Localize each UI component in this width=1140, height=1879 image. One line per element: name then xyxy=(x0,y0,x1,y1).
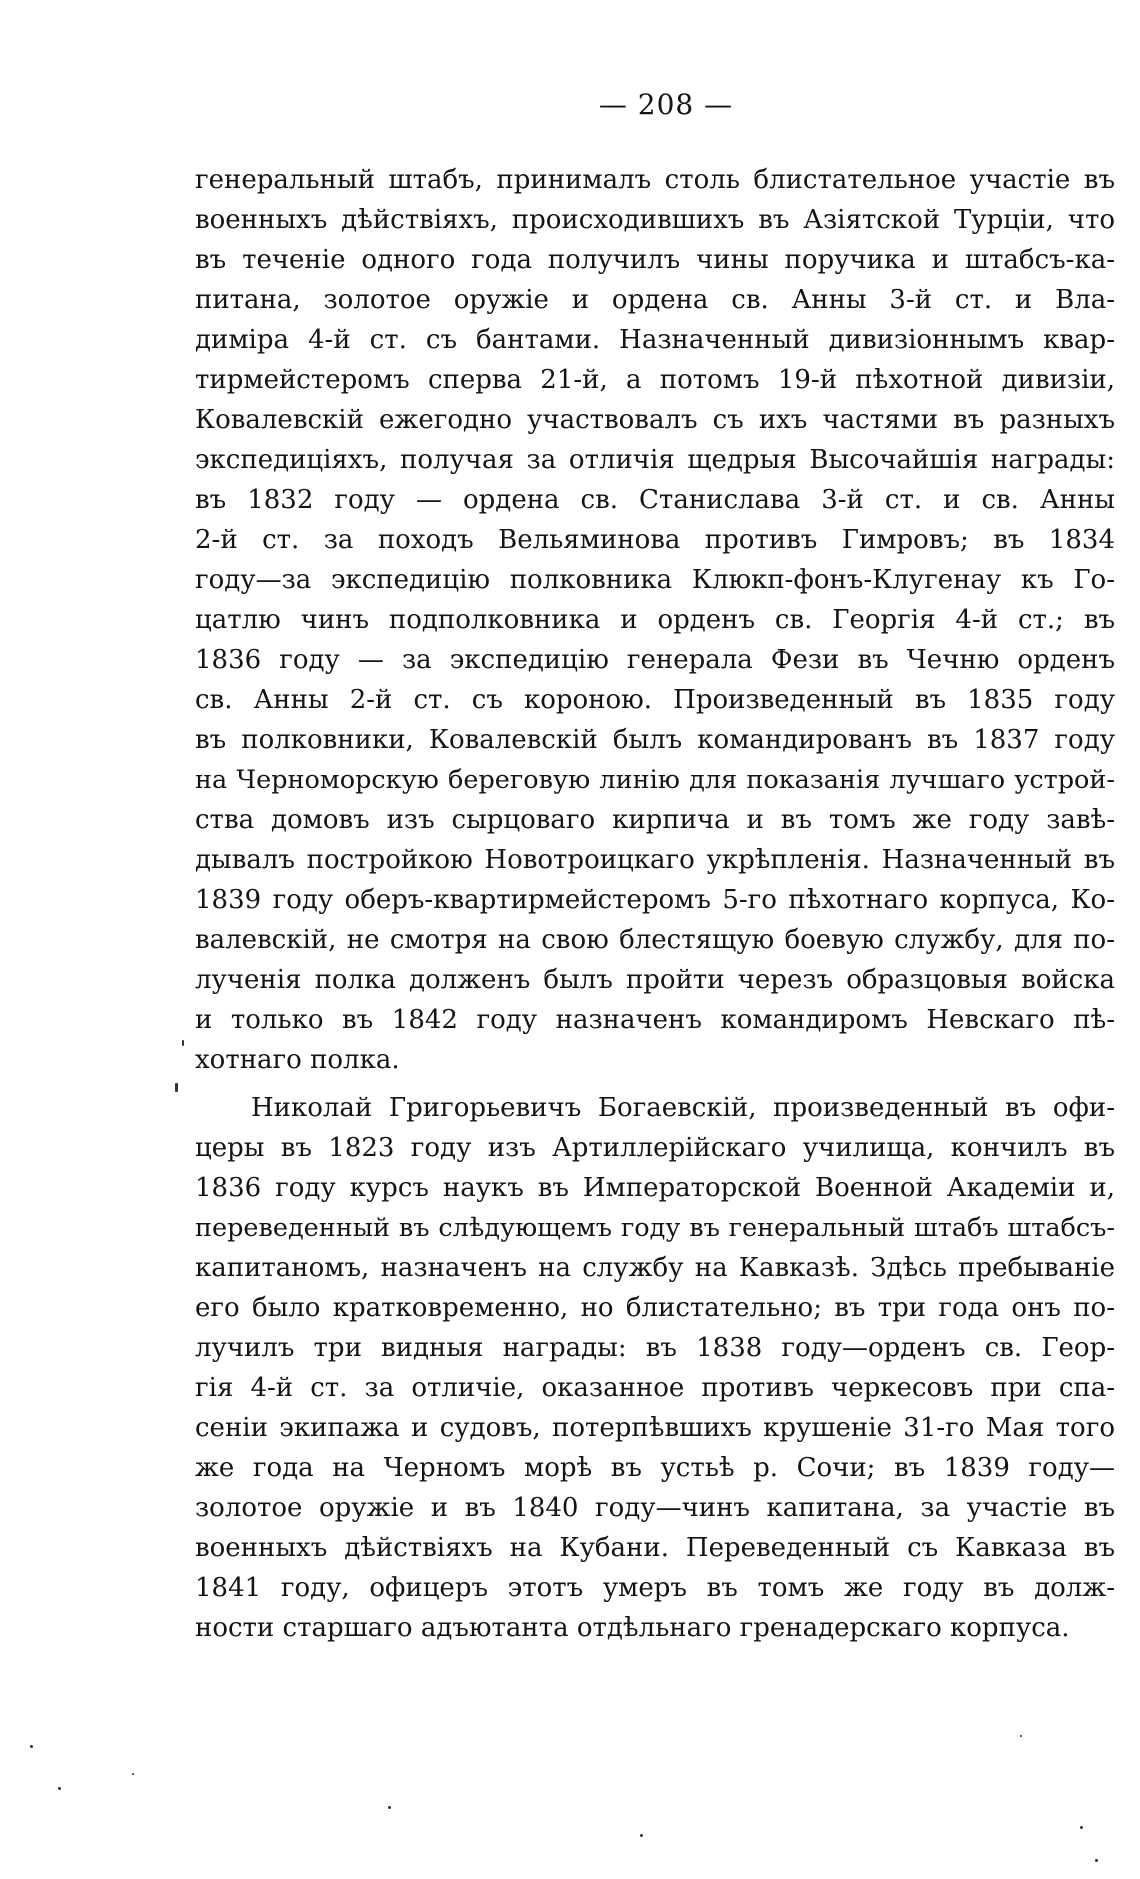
body-text xyxy=(195,160,1115,1648)
text-line: 1839 году оберъ-квартирмейстеромъ 5-го пѣхотнаго корпуса, Ко- xyxy=(195,885,1115,915)
scan-speck xyxy=(182,1040,184,1046)
scan-speck xyxy=(1095,1859,1098,1862)
text-line: дывалъ постройкою Новотроицкаго укрѣпленія. Назначенный въ xyxy=(195,845,1115,875)
text-line: тирмейстеромъ сперва 21-й, а потомъ 19-й пѣхотной дивизіи, xyxy=(195,365,1115,395)
paragraph-gap xyxy=(195,1080,1115,1088)
text-line: гія 4-й ст. за отличіе, оказанное противъ черкесовъ при спа- xyxy=(195,1373,1115,1403)
text-line: Николай Григорьевичъ Богаевскій, произведенный въ офи- xyxy=(251,1093,1115,1123)
text-line: въ 1832 году — ордена св. Станислава 3-й ст. и св. Анны xyxy=(195,485,1115,515)
text-line: на Черноморскую береговую линію для показанія лучшаго устрой- xyxy=(195,765,1115,795)
text-line: въ теченіе одного года получилъ чины поручика и штабсъ-ка- xyxy=(195,245,1115,275)
text-line: св. Анны 2-й ст. съ короною. Произведенный въ 1835 году xyxy=(195,685,1115,715)
text-line: сеніи экипажа и судовъ, потерпѣвшихъ крушеніе 31-го Мая того xyxy=(195,1413,1115,1443)
text-line: лученія полка долженъ былъ пройти черезъ образцовыя войска xyxy=(195,965,1115,995)
text-line: капитаномъ, назначенъ на службу на Кавказѣ. Здѣсь пребываніе xyxy=(195,1253,1115,1283)
text-line: военныхъ дѣйствіяхъ, происходившихъ въ Азіятской Турціи, что xyxy=(195,205,1115,235)
text-line: экспедиціяхъ, получая за отличія щедрыя Высочайшія награды: xyxy=(195,445,1115,475)
text-line: лучилъ три видныя награды: въ 1838 году—орденъ св. Геор- xyxy=(195,1333,1115,1363)
text-line: 1841 году, офицеръ этотъ умеръ въ томъ же году въ долж- xyxy=(195,1573,1115,1603)
text-line: 1836 году курсъ наукъ въ Императорской Военной Академіи и, xyxy=(195,1173,1115,1203)
scan-speck xyxy=(388,1806,391,1809)
paragraph-2 xyxy=(195,1088,1115,1648)
text-line: валевскій, не смотря на свою блестящую боевую службу, для по- xyxy=(195,925,1115,955)
page-number: — 208 — xyxy=(598,88,734,121)
text-line: генеральный штабъ, принималъ столь блистательное участіе въ xyxy=(195,165,1115,195)
text-line: питана, золотое оружіе и ордена св. Анны 3-й ст. и Вла- xyxy=(195,285,1115,315)
text-line: 1836 году — за экспедицію генерала Фези въ Чечню орденъ xyxy=(195,645,1115,675)
scan-speck xyxy=(1020,1735,1022,1737)
text-line: церы въ 1823 году изъ Артиллерійскаго училища, кончилъ въ xyxy=(195,1133,1115,1163)
scan-speck xyxy=(58,1787,61,1790)
text-line: ности старшаго адъютанта отдѣльнаго гренадерскаго корпуса. xyxy=(195,1613,1070,1643)
text-line: цатлю чинъ подполковника и орденъ св. Георгія 4-й ст.; въ xyxy=(195,605,1115,635)
scan-speck xyxy=(175,1083,178,1092)
text-line: золотое оружіе и въ 1840 году—чинъ капитана, за участіе въ xyxy=(195,1493,1115,1523)
scan-speck xyxy=(640,1834,643,1837)
scan-speck xyxy=(1080,1826,1083,1829)
text-line: его было кратковременно, но блистательно; въ три года онъ по- xyxy=(195,1293,1115,1323)
text-line: переведенный въ слѣдующемъ году въ генеральный штабъ штабсъ- xyxy=(195,1213,1115,1243)
text-line: же года на Черномъ морѣ въ устьѣ р. Сочи; въ 1839 году— xyxy=(195,1453,1115,1483)
paragraph-1 xyxy=(195,160,1115,1080)
text-line: въ полковники, Ковалевскій былъ командированъ въ 1837 году xyxy=(195,725,1115,755)
scan-speck xyxy=(30,1745,33,1748)
text-line: 2-й ст. за походъ Вельяминова противъ Гимровъ; въ 1834 xyxy=(195,525,1115,555)
text-line: военныхъ дѣйствіяхъ на Кубани. Переведенный съ Кавказа въ xyxy=(195,1533,1115,1563)
scan-speck xyxy=(132,1773,134,1775)
text-line: году—за экспедицію полковника Клюкп-фонъ-Клугенау къ Го- xyxy=(195,565,1115,595)
text-line: диміра 4-й ст. съ бантами. Назначенный дивизіоннымъ квар- xyxy=(195,325,1115,355)
text-line: Ковалевскій ежегодно участвовалъ съ ихъ частями въ разныхъ xyxy=(195,405,1115,435)
text-line: хотнаго полка. xyxy=(195,1045,400,1075)
text-line: и только въ 1842 году назначенъ командиромъ Невскаго пѣ- xyxy=(195,1005,1115,1035)
text-line: ства домовъ изъ сырцоваго кирпича и въ томъ же году завѣ- xyxy=(195,805,1115,835)
